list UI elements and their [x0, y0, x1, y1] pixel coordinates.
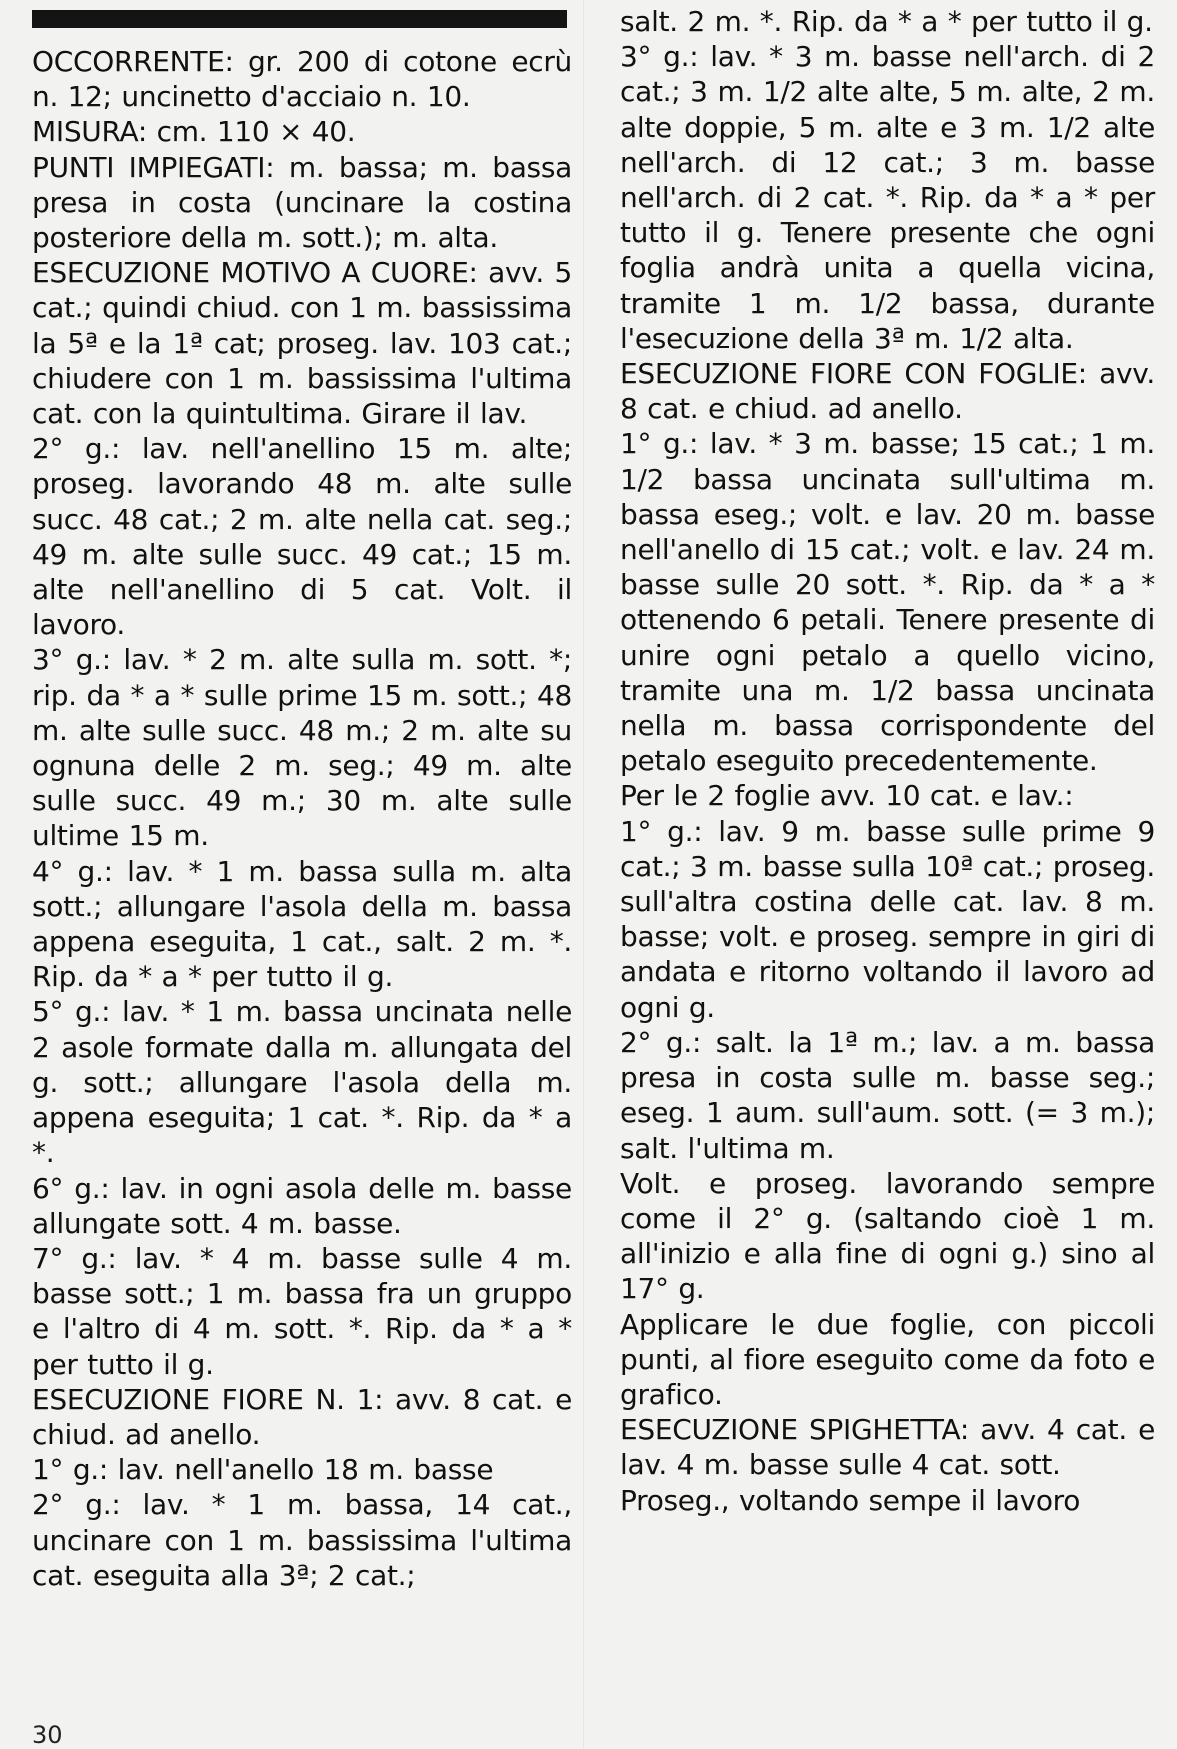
page-number: 30	[32, 1721, 63, 1749]
left-column	[32, 44, 572, 1593]
paragraph-misura: MISURA: cm. 110 × 40.	[32, 115, 356, 149]
paragraph-giro-3: 3° g.: lav. * 2 m. alte sulla m. sott. *; rip. da * a * sulle prime 15 m. sott.; 48 m. alte sulle succ. 48 m.; 2 m. alte su ognuna delle 2 m. seg.; 49 m. alte sulle succ. 49 m.; 30 m. alte sulle ultime 15 m.	[32, 643, 572, 853]
paragraph-foglie-giro-1: 1° g.: lav. 9 m. basse sulle prime 9 cat.; 3 m. basse sulla 10ª cat.; proseg. sull'altra costina delle cat. lav. 8 m. basse; volt. e proseg. sempre in giri di andata e ritorno voltando il lavoro ad ogni g.	[620, 814, 1155, 1024]
paragraph-occorrente: OCCORRENTE: gr. 200 di cotone ecrù n. 12; uncinetto d'acciaio n. 10.	[32, 45, 572, 114]
paragraph-motivo-cuore: ESECUZIONE MOTIVO A CUORE: avv. 5 cat.; quindi chiud. con 1 m. bassissima la 5ª e la 1ª cat; proseg. lav. 103 cat.; chiudere con 1 m. bassissima l'ultima cat. con la quintultima. Girare il lav.	[32, 256, 572, 431]
paragraph-fiore-foglie-giro-1: 1° g.: lav. * 3 m. basse; 15 cat.; 1 m. 1/2 bassa uncinata sull'ultima m. bassa eseg.; volt. e lav. 20 m. basse nell'anello di 15 cat.; volt. e lav. 24 m. basse sulle 20 sott. *. Rip. da * a * ottenendo 6 petali. Tenere presente di unire ogni petalo a quello vicino, tramite una m. 1/2 bassa uncinata nella m. bassa corrispondente del petalo eseguito precedentemente.	[620, 427, 1155, 778]
paragraph-spighetta-proseguire: Proseg., voltando sempe il lavoro	[620, 1483, 1081, 1517]
paragraph-fiore-1-giro-1: 1° g.: lav. nell'anello 18 m. basse	[32, 1453, 494, 1487]
paragraph-fiore-1-giro-2: 2° g.: lav. * 1 m. bassa, 14 cat., uncinare con 1 m. bassissima l'ultima cat. eseguita alla 3ª; 2 cat.;	[32, 1488, 572, 1592]
paragraph-giro-6: 6° g.: lav. in ogni asola delle m. basse allungate sott. 4 m. basse.	[32, 1171, 572, 1240]
paragraph-continuation: salt. 2 m. *. Rip. da * a * per tutto il g.	[620, 5, 1153, 38]
paragraph-giro-4: 4° g.: lav. * 1 m. bassa sulla m. alta sott.; allungare l'asola della m. bassa appena eseguita, 1 cat., salt. 2 m. *. Rip. da * a * per tutto il g.	[32, 854, 572, 994]
paragraph-foglie-proseguire: Volt. e proseg. lavorando sempre come il 2° g. (saltando cioè 1 m. all'inizio e alla fine di ogni g.) sino al 17° g.	[620, 1166, 1155, 1306]
paragraph-punti-impiegati: PUNTI IMPIEGATI: m. bassa; m. bassa presa in costa (uncinare la costina posteriore della m. sott.); m. alta.	[32, 150, 572, 255]
paragraph-giro-7: 7° g.: lav. * 4 m. basse sulle 4 m. basse sott.; 1 m. bassa fra un gruppo e l'altro di 4 m. sott. *. Rip. da * a * per tutto il g.	[32, 1241, 572, 1381]
paragraph-fiore-foglie: ESECUZIONE FIORE CON FOGLIE: avv. 8 cat. e chiud. ad anello.	[620, 357, 1155, 426]
paragraph-fiore-1: ESECUZIONE FIORE N. 1: avv. 8 cat. e chiud. ad anello.	[32, 1382, 572, 1451]
paragraph-giro-5: 5° g.: lav. * 1 m. bassa uncinata nelle 2 asole formate dalla m. allungata del g. sott.; allungare l'asola della m. appena eseguita; 1 cat. *. Rip. da * a *.	[32, 995, 572, 1170]
paragraph-applicare-foglie: Applicare le due foglie, con piccoli punti, al fiore eseguito come da foto e grafico.	[620, 1307, 1155, 1411]
paragraph-foglie-giro-2: 2° g.: salt. la 1ª m.; lav. a m. bassa presa in costa sulle m. basse seg.; eseg. 1 aum. sull'aum. sott. (= 3 m.); salt. l'ultima m.	[620, 1025, 1155, 1165]
paragraph-spighetta: ESECUZIONE SPIGHETTA: avv. 4 cat. e lav. 4 m. basse sulle 4 cat. sott.	[620, 1413, 1155, 1482]
header-rule	[32, 10, 567, 28]
right-column	[620, 4, 1155, 1518]
column-gutter	[583, 0, 584, 1748]
paragraph-fiore-1-giro-3: 3° g.: lav. * 3 m. basse nell'arch. di 2 cat.; 3 m. 1/2 alte alte, 5 m. alte, 2 m. alte doppie, 5 m. alte e 3 m. 1/2 alte nell'arch. di 12 cat.; 3 m. basse nell'arch. di 2 cat. *. Rip. da * a * per tutto il g. Tenere presente che ogni foglia andrà unita a quella vicina, tramite 1 m. 1/2 bassa, durante l'esecuzione della 3ª m. 1/2 alta.	[620, 40, 1155, 355]
paragraph-foglie-intro: Per le 2 foglie avv. 10 cat. e lav.:	[620, 779, 1074, 813]
paragraph-giro-2: 2° g.: lav. nell'anellino 15 m. alte; proseg. lavorando 48 m. alte sulle succ. 48 cat.; 2 m. alte nella cat. seg.; 49 m. alte sulle succ. 49 cat.; 15 m. alte nell'anellino di 5 cat. Volt. il lavoro.	[32, 432, 572, 642]
